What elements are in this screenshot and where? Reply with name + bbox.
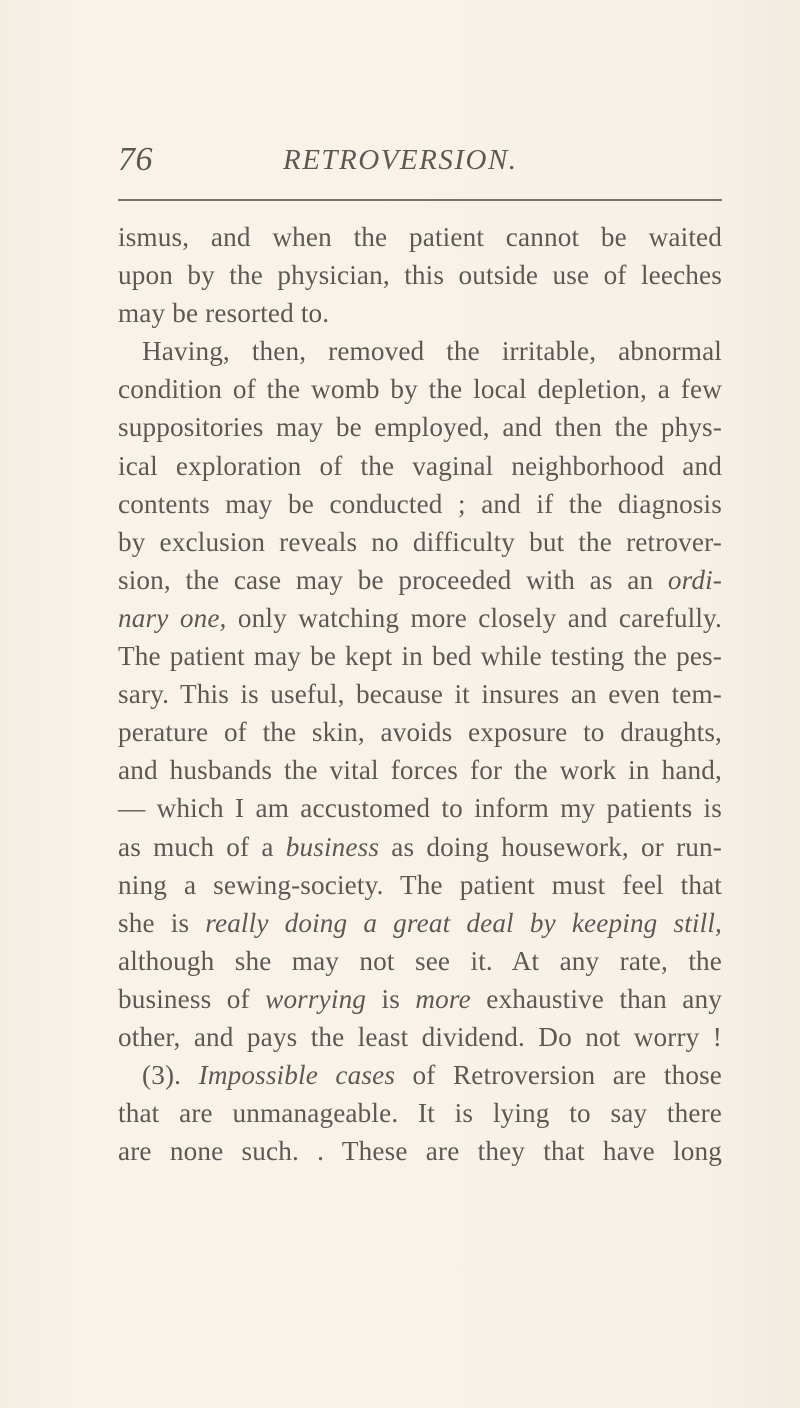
page-number: 76 (118, 141, 153, 178)
text-line: as much of a business as doing housework, or run- (118, 831, 722, 862)
text-line: by exclusion reveals no difficulty but the retrover- (118, 526, 722, 557)
text-line: — which I am accustomed to inform my patients is (118, 793, 722, 824)
text-line: may be resorted to. (118, 298, 330, 329)
text-line: nary one, only watching more closely and carefully. (118, 602, 722, 633)
text-line: sary. This is useful, because it insures an even tem- (118, 679, 722, 710)
text-line: ical exploration of the vaginal neighborhood and (118, 450, 722, 481)
text-line: ismus, and when the patient cannot be waited (118, 222, 722, 252)
text-line: perature of the skin, avoids exposure to draughts, (118, 717, 722, 748)
text-line: upon by the physician, this outside use of leeches (118, 260, 722, 291)
page-header (118, 140, 728, 180)
text-line: sion, the case may be proceeded with as an ordi- (118, 564, 722, 595)
body-text (118, 218, 722, 1170)
text-line: are none such. . These are they that have long (118, 1136, 722, 1167)
text-line: Having, then, removed the irritable, abnormal (142, 336, 722, 367)
text-line: that are unmanageable. It is lying to say there (118, 1098, 722, 1129)
text-line: suppositories may be employed, and then the phys- (118, 412, 722, 443)
text-line: contents may be conducted ; and if the diagnosis (118, 488, 722, 519)
text-line: ning a sewing-society. The patient must feel that (118, 869, 722, 900)
header-rule (118, 199, 722, 201)
text-line: The patient may be kept in bed while testing the pes- (118, 641, 722, 672)
running-head: RETROVERSION. (283, 144, 518, 176)
text-line: business of worrying is more exhaustive than any (118, 983, 722, 1014)
text-line: although she may not see it. At any rate, the (118, 945, 722, 976)
text-line: and husbands the vital forces for the work in hand, (118, 755, 722, 786)
text-line: (3). Impossible cases of Retroversion are those (142, 1060, 723, 1091)
text-line: condition of the womb by the local depletion, a few (118, 374, 722, 405)
text-line: she is really doing a great deal by keeping still, (118, 907, 722, 938)
text-line: other, and pays the least dividend. Do not worry ! (118, 1021, 722, 1052)
